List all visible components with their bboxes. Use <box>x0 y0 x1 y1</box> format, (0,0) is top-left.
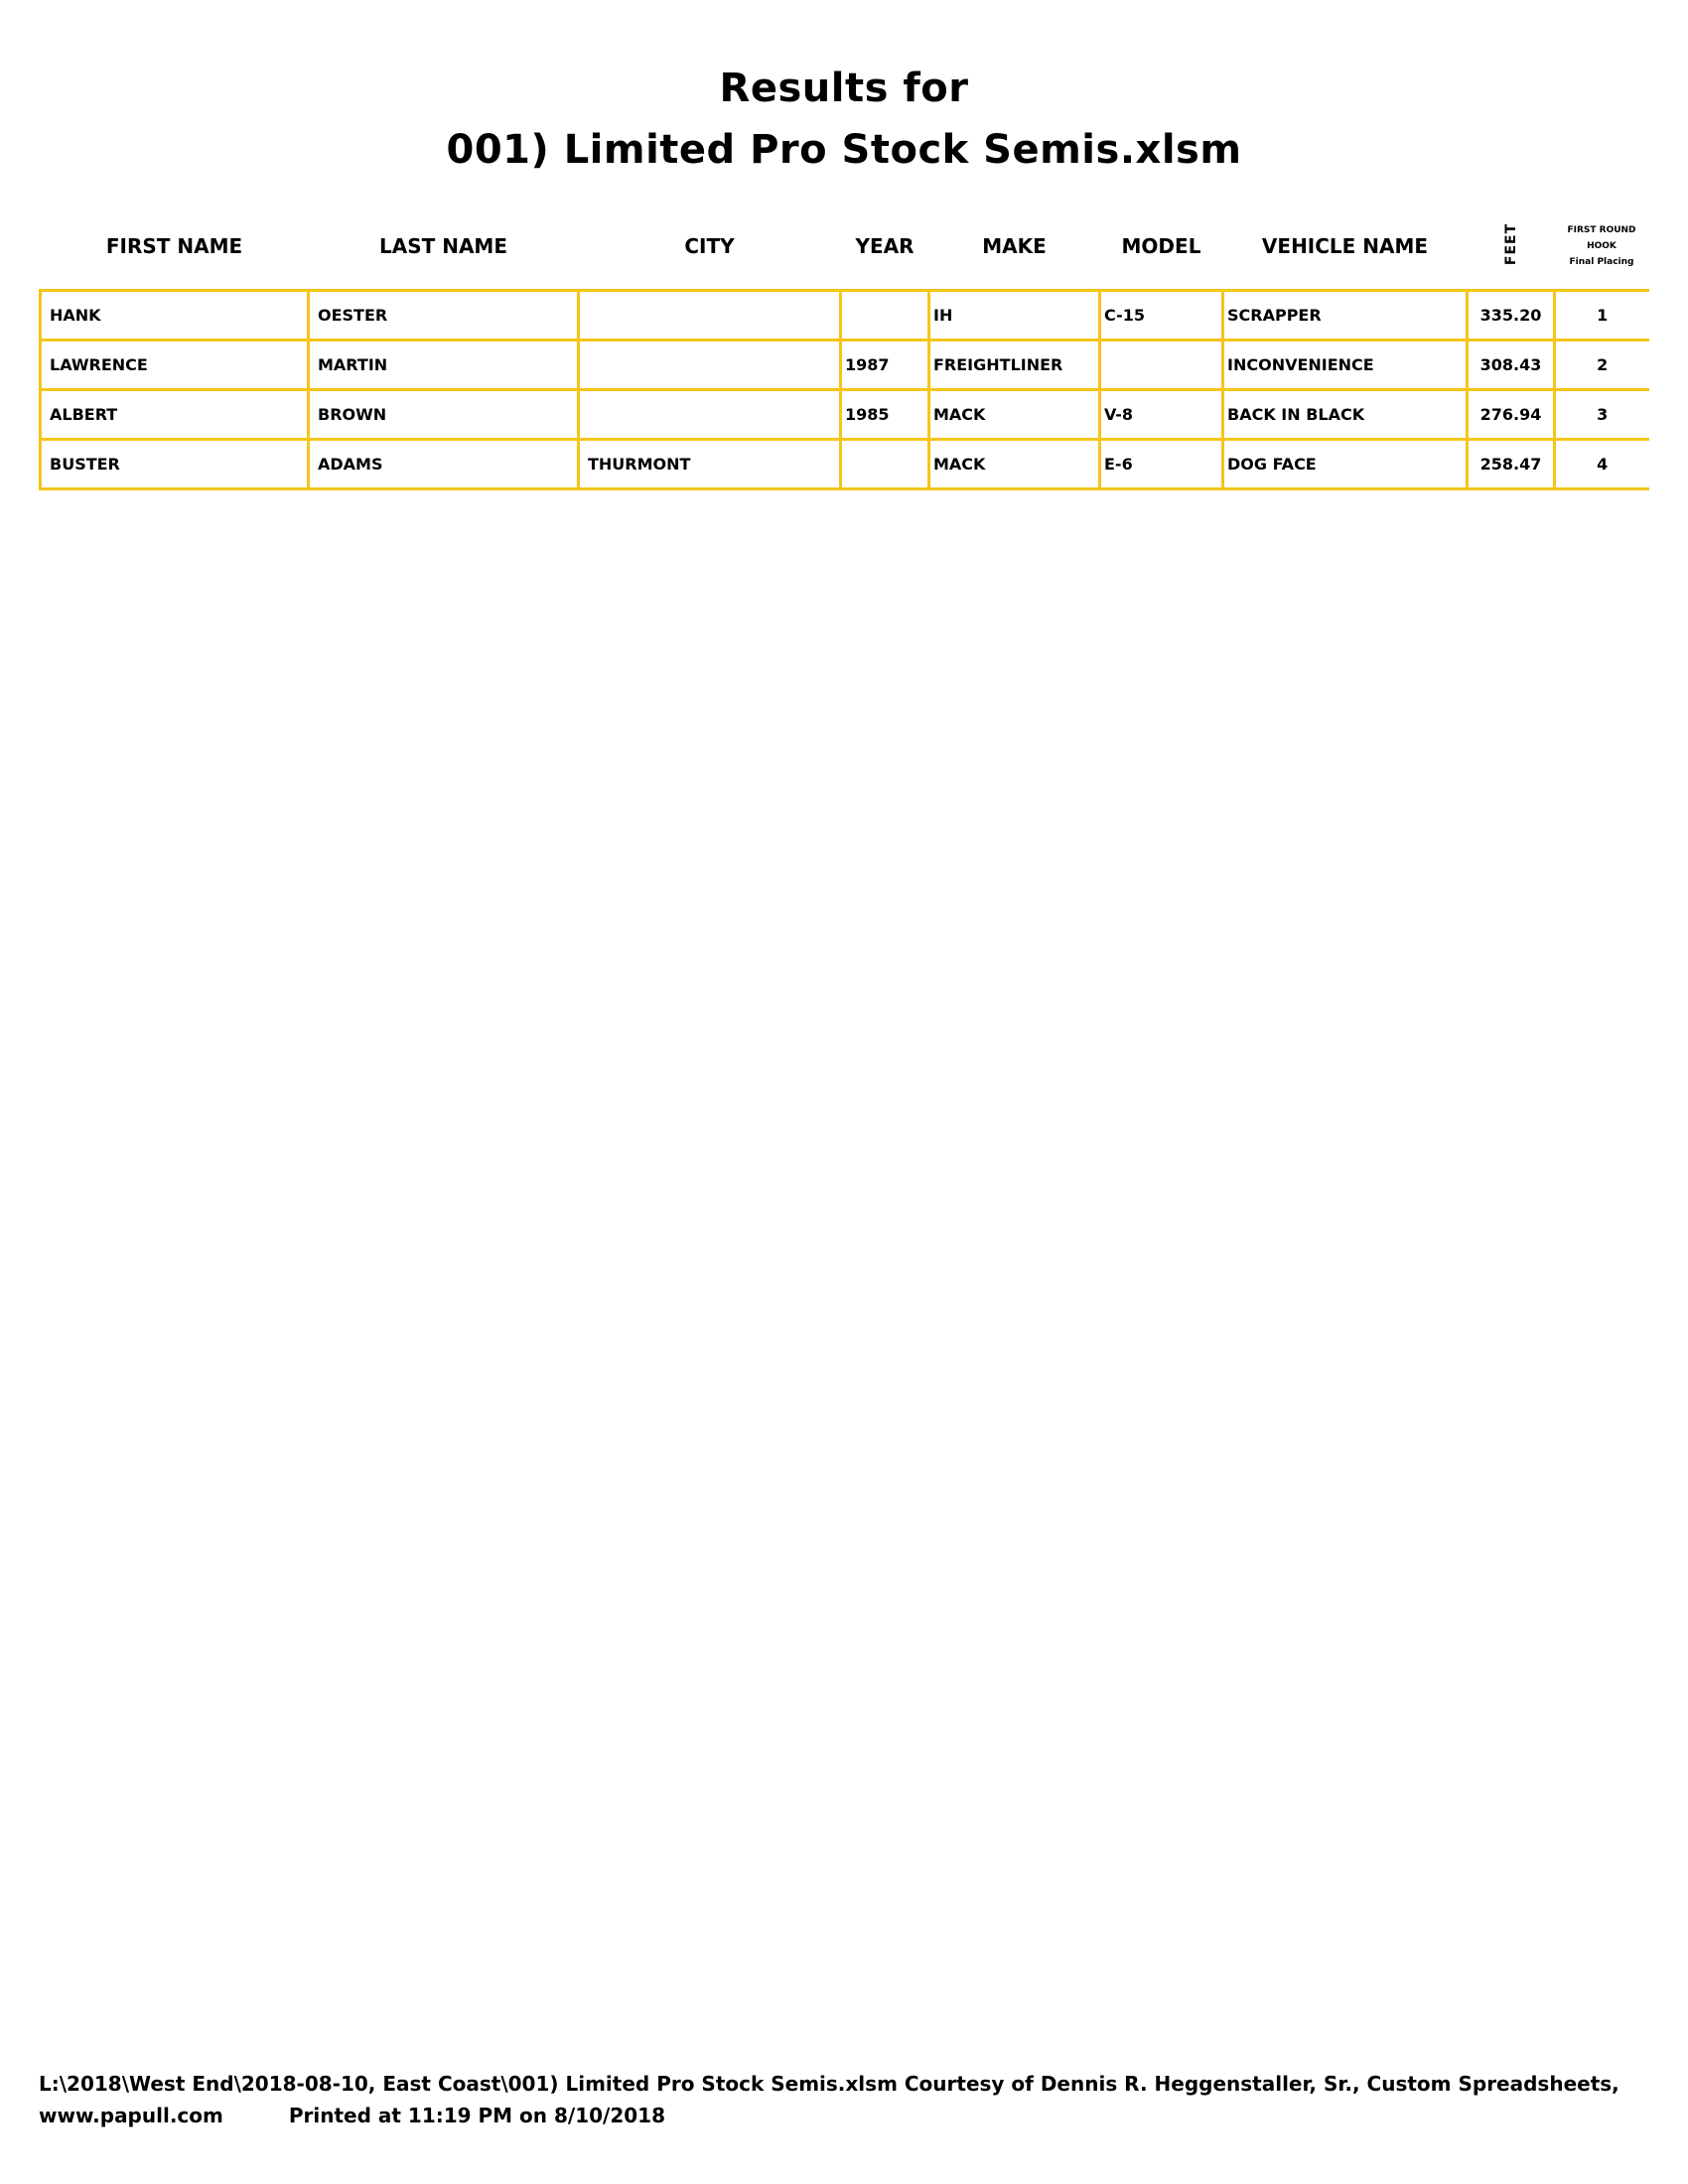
header-make: MAKE <box>982 234 1047 258</box>
header-placing-line2: HOOK <box>1587 241 1617 251</box>
cell-last-name: ADAMS <box>309 440 579 489</box>
cell-feet: 308.43 <box>1468 341 1555 390</box>
cell-feet: 335.20 <box>1468 291 1555 341</box>
header-year: YEAR <box>855 234 914 258</box>
results-table <box>39 211 1649 490</box>
header-final-placing <box>1555 211 1649 281</box>
page-title-line2: 001) Limited Pro Stock Semis.xlsm <box>446 127 1242 173</box>
cell-vehicle-name: INCONVENIENCE <box>1223 341 1468 390</box>
footer-website: www.papull.com <box>39 2104 223 2127</box>
page-title-line1: Results for <box>719 66 969 111</box>
cell-last-name: BROWN <box>309 390 579 440</box>
cell-first-name: ALBERT <box>41 390 309 440</box>
cell-vehicle-name: DOG FACE <box>1223 440 1468 489</box>
cell-model <box>1100 341 1223 390</box>
cell-city <box>579 291 841 341</box>
cell-year <box>841 291 929 341</box>
footer-printed-time: Printed at 11:19 PM on 8/10/2018 <box>288 2104 666 2127</box>
footer-file-path: L:\2018\West End\2018-08-10, East Coast\001) Limited Pro Stock Semis.xlsm Courtesy of Dennis R. Heggenstaller, Sr., Custom Spreadsheets, <box>39 2072 1619 2096</box>
cell-make: MACK <box>929 390 1100 440</box>
header-first-name: FIRST NAME <box>105 234 243 258</box>
cell-feet: 258.47 <box>1468 440 1555 489</box>
cell-make: FREIGHTLINER <box>929 341 1100 390</box>
table-row <box>41 390 1649 440</box>
table-row <box>41 440 1649 489</box>
cell-placing: 3 <box>1555 390 1649 440</box>
cell-year: 1987 <box>841 341 929 390</box>
cell-feet: 276.94 <box>1468 390 1555 440</box>
cell-city <box>579 341 841 390</box>
cell-vehicle-name: SCRAPPER <box>1223 291 1468 341</box>
table-header-row <box>41 211 1649 281</box>
header-city: CITY <box>684 234 735 258</box>
cell-model: V-8 <box>1100 390 1223 440</box>
cell-first-name: LAWRENCE <box>41 341 309 390</box>
cell-model: E-6 <box>1100 440 1223 489</box>
cell-vehicle-name: BACK IN BLACK <box>1223 390 1468 440</box>
cell-model: C-15 <box>1100 291 1223 341</box>
cell-last-name: OESTER <box>309 291 579 341</box>
header-placing-line3: Final Placing <box>1569 257 1634 267</box>
cell-first-name: BUSTER <box>41 440 309 489</box>
table-row <box>41 341 1649 390</box>
header-last-name: LAST NAME <box>378 234 507 258</box>
table-row <box>41 291 1649 341</box>
header-feet <box>1468 211 1555 281</box>
cell-placing: 4 <box>1555 440 1649 489</box>
cell-last-name: MARTIN <box>309 341 579 390</box>
header-model: MODEL <box>1121 234 1201 258</box>
cell-year: 1985 <box>841 390 929 440</box>
header-placing-line1: FIRST ROUND <box>1567 225 1636 235</box>
page-footer <box>39 2068 1657 2131</box>
cell-first-name: HANK <box>41 291 309 341</box>
cell-city <box>579 390 841 440</box>
cell-placing: 2 <box>1555 341 1649 390</box>
cell-placing: 1 <box>1555 291 1649 341</box>
cell-make: IH <box>929 291 1100 341</box>
cell-year <box>841 440 929 489</box>
cell-make: MACK <box>929 440 1100 489</box>
header-feet-label: FEET <box>1502 222 1519 265</box>
cell-city: THURMONT <box>579 440 841 489</box>
header-vehicle-name: VEHICLE NAME <box>1261 234 1429 258</box>
